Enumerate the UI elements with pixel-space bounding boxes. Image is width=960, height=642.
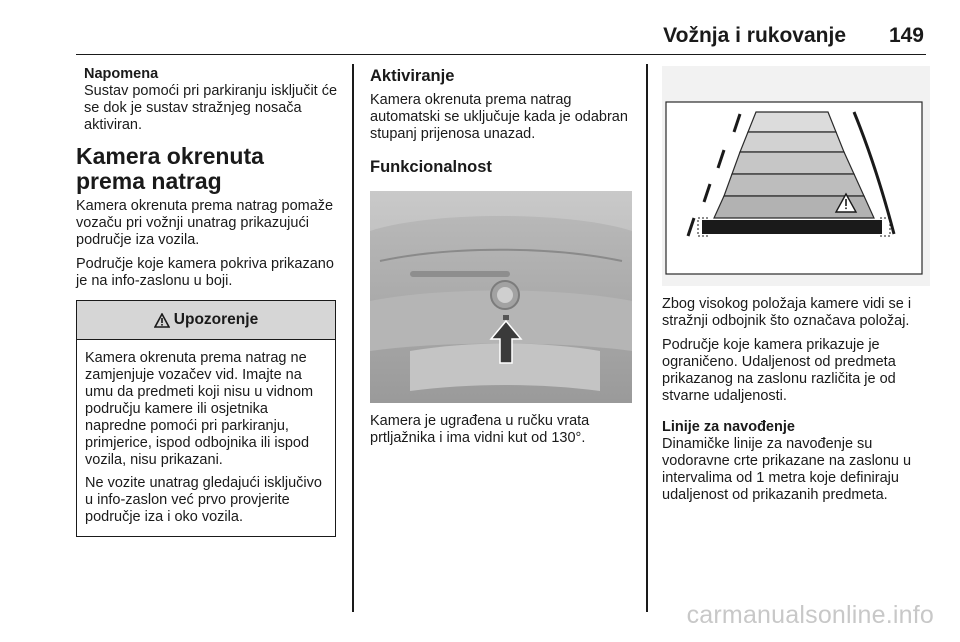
tailgate-camera-photo: [370, 191, 632, 403]
warning-box: [76, 300, 336, 537]
column-divider-right: [646, 64, 648, 612]
warning-paragraph-1: Kamera okrenuta prema natrag ne zamjenjuje vozačev vid. Imajte na umu da predmeti koji nisu u vidnom području kamere ili osjetnika napredne pomoći pri parkiranju, primjerice, ispod odbojnika ili ispod vozila, nisu prikazani.: [85, 350, 314, 468]
page-header: [76, 14, 926, 55]
note-heading: Napomena: [84, 66, 159, 82]
chapter-title: Vožnja i rukovanje: [663, 24, 846, 47]
section-title: Kamera okrenuta prema natrag: [76, 143, 264, 194]
photo-caption: Kamera je ugrađena u ručku vrata prtljažnika i ima vidni kut od 130°.: [370, 413, 590, 446]
warning-triangle-icon: [154, 313, 170, 328]
column-middle: [370, 66, 632, 454]
warning-header: [77, 301, 335, 340]
page-number: 149: [888, 24, 924, 47]
activation-heading: Aktiviranje: [370, 67, 455, 85]
watermark: carmanualsonline.info: [686, 601, 934, 629]
coverage-paragraph: Područje koje kamera pokriva prikazano je na info-zaslonu u boji.: [76, 256, 334, 289]
warning-title: Upozorenje: [173, 311, 259, 328]
activation-text: Kamera okrenuta prema natrag automatski se uključuje kada je odabran stupanj prijenosa unazad.: [370, 92, 628, 142]
limited-area-paragraph: Područje koje kamera prikazuje je ograničeno. Udaljenost od predmeta prikazanog na zaslonu različita je od stvarne udaljenosti.: [662, 337, 896, 404]
warning-body: [77, 340, 335, 536]
guide-lines-heading: Linije za navođenje: [662, 419, 795, 435]
function-heading: Funkcionalnost: [370, 158, 492, 176]
note-text: Sustav pomoći pri parkiranju isključit će se dok je sustav stražnjeg nosača aktiviran.: [84, 83, 338, 133]
camera-display-diagram: [662, 66, 930, 286]
guide-lines-text: Dinamičke linije za navođenje su vodoravne crte prikazane na zaslonu u intervalima od 1 metra koje definiraju udaljenost od prikazanih predmeta.: [662, 436, 912, 503]
bumper-paragraph: Zbog visokog položaja kamere vidi se i stražnji odbojnik što označava položaj.: [662, 296, 912, 329]
intro-paragraph: Kamera okrenuta prema natrag pomaže vozaču pri vožnji unatrag prikazujući područje iza vozila.: [76, 198, 334, 248]
column-left: [76, 66, 338, 537]
column-right: [662, 66, 930, 511]
warning-paragraph-2: Ne vozite unatrag gledajući isključivo u info-zaslon već prvo provjerite područje iza i oko vozila.: [85, 475, 322, 525]
column-divider-left: [352, 64, 354, 612]
